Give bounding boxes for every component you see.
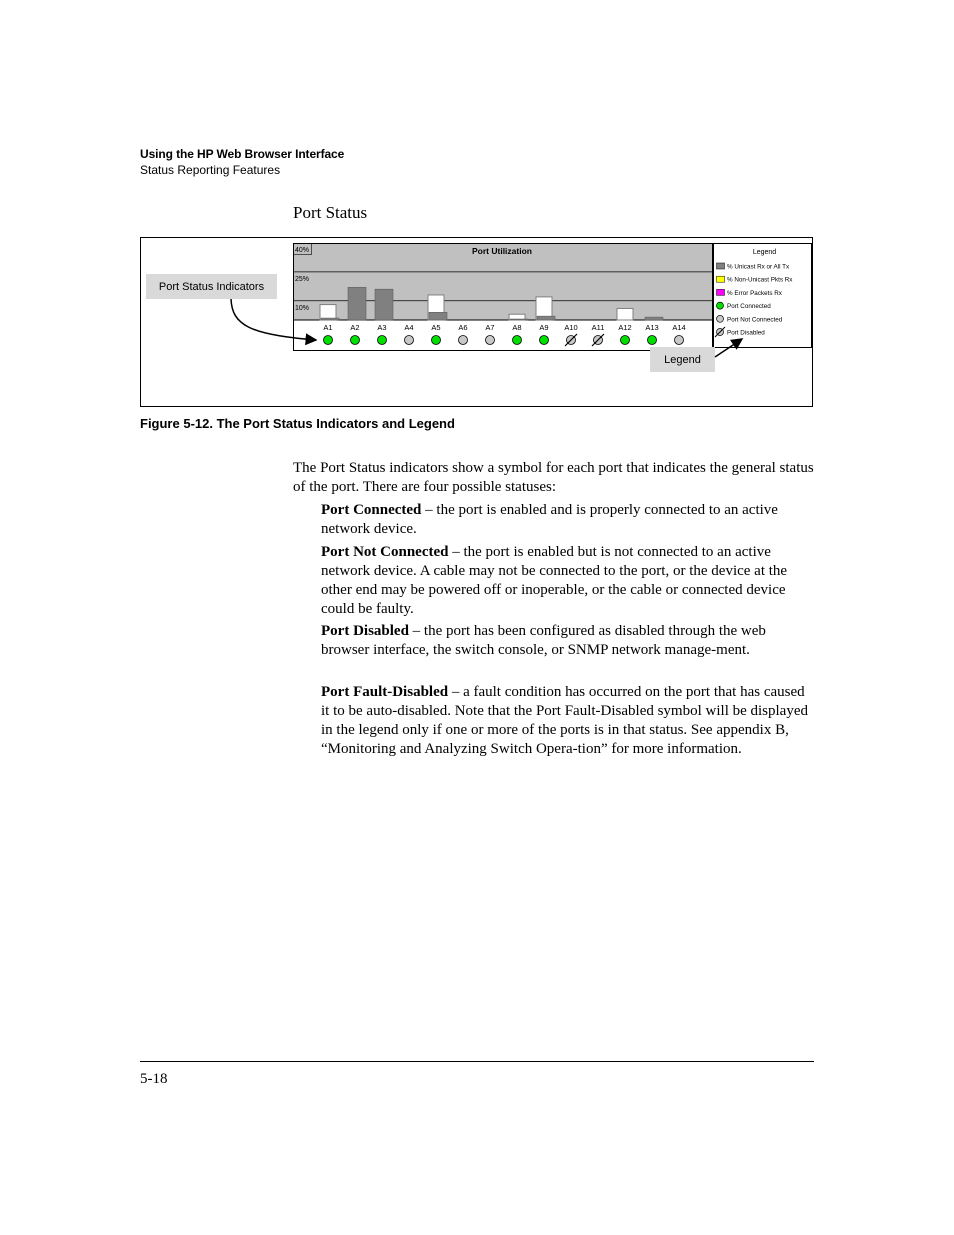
port-label: A10 [564,323,578,332]
status-description: – the port is enabled and is properly connected to an active network device. [321,502,778,537]
footer-rule [140,1061,814,1062]
status-term: Port Fault-Disabled [321,684,449,700]
port-label: A2 [350,323,360,332]
status-item-port-disabled [321,622,816,660]
page-number: 5-18 [140,1071,168,1087]
running-header-subtitle: Status Reporting Features [140,163,281,177]
arrow-to-legend [715,339,742,357]
status-item-port-not-connected [321,543,816,619]
status-description: – the port is enabled but is not connected to an active network device. A cable may not be connected to the port, or the device at the other end may be powered off or inoperable, or the cable or connected device could be faulty. [321,544,788,617]
running-header-title: Using the HP Web Browser Interface [140,147,345,161]
status-term: Port Connected [321,502,422,518]
callout-port-status-indicators: Port Status Indicators [146,274,277,299]
port-label: A13 [645,323,659,332]
status-term: Port Not Connected [321,544,449,560]
intro-paragraph: The Port Status indicators show a symbol for each port that indicates the general status of the port. There are four possible statuses: [293,460,814,495]
port-label: A8 [512,323,522,332]
status-description: – the port has been configured as disabled through the web browser interface, the switch console, or SNMP network manage-ment. [321,623,766,658]
port-label: A1 [323,323,333,332]
port-label: A9 [539,323,549,332]
legend-entry-label: % Unicast Rx or All Tx [727,263,790,271]
port-label: A11 [591,323,605,332]
port-label: A4 [404,323,414,332]
callout-arrows [0,0,954,420]
port-label: A14 [672,323,686,332]
legend-entry-label: Port Connected [727,303,771,311]
status-term: Port Disabled [321,623,409,639]
y-tick-label: 40% [295,247,310,254]
port-label: A3 [377,323,387,332]
legend-title: Legend [752,249,777,256]
callout-legend: Legend [650,347,715,372]
section-title: Port Status [293,203,368,222]
status-item-port-connected [321,501,816,539]
legend-entry-label: % Non-Unicast Pkts Rx [727,276,793,284]
port-label: A12 [618,323,632,332]
legend-entry-label: % Error Packets Rx [727,289,782,297]
y-tick-label: 25% [295,275,310,283]
chart-title: Port Utilization [472,246,532,256]
port-label: A6 [458,323,468,332]
port-label: A5 [431,323,441,332]
port-label: A7 [485,323,495,332]
status-item-port-fault-disabled [321,683,816,759]
legend-entry-label: Port Disabled [727,329,765,337]
figure-caption: Figure 5-12. The Port Status Indicators and Legend [140,416,455,431]
legend-entry-label: Port Not Connected [727,316,783,324]
status-description: – a fault condition has occurred on the port that has caused it to be auto-disabled. Note that the Port Fault-Disabled symbol will be displayed in the legend only if one or more of the ports is in that status. See appendix B, “Monitoring and Analyzing Switch Opera-tion” for more information. [321,684,809,757]
arrow-to-port-indicators [231,299,316,340]
y-tick-label: 10% [295,304,310,312]
